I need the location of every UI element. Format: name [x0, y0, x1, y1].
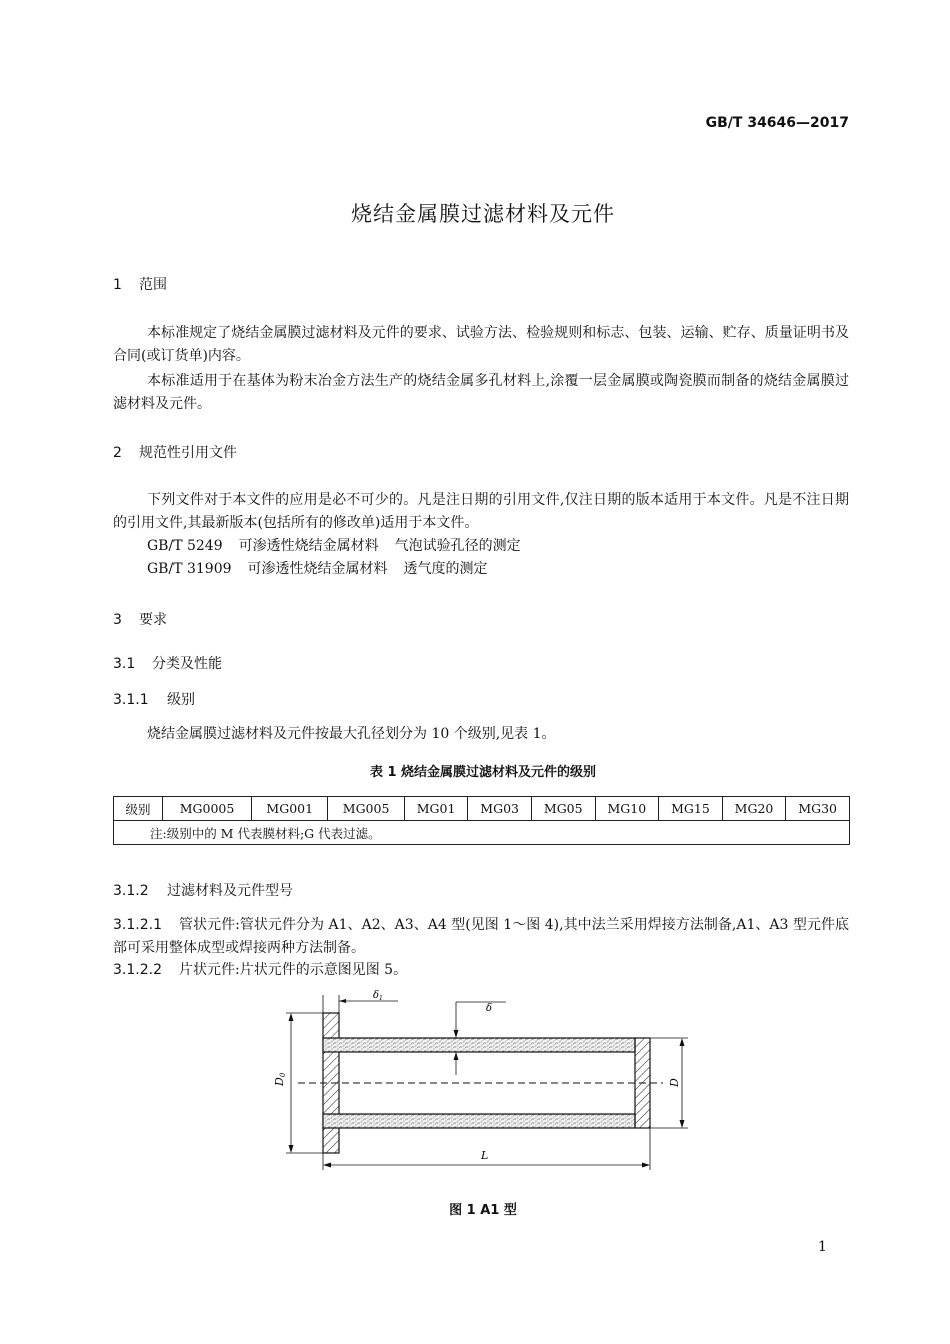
lower-wall-shape: [323, 1114, 635, 1128]
table-row: [114, 821, 850, 845]
table-note: 注:级别中的 M 代表膜材料;G 代表过滤。: [114, 821, 850, 845]
section-1-heading: [113, 274, 167, 294]
reference-item: [147, 558, 488, 580]
table-row: [114, 797, 850, 821]
reference-subject: 气泡试验孔径的测定: [394, 538, 521, 554]
grade-cell: MG01: [404, 797, 468, 821]
section-number: 3.1.2: [113, 883, 149, 899]
section-number: 3.1.1: [113, 692, 149, 708]
section-title: 范围: [139, 277, 167, 293]
clause-text: 片状元件:片状元件的示意图见图 5。: [179, 962, 408, 978]
delta-label: δ: [486, 1003, 493, 1014]
reference-code: GB/T 5249: [147, 538, 223, 554]
reference-code: GB/T 31909: [147, 561, 232, 577]
d-label: D: [668, 1078, 681, 1087]
grade-cell: MG005: [328, 797, 404, 821]
section-3-heading: [113, 609, 167, 629]
section-2-heading: [113, 442, 237, 462]
grade-cell: MG0005: [163, 797, 252, 821]
section-title: 要求: [139, 612, 167, 628]
upper-wall-shape: [323, 1038, 635, 1052]
section-3-1-1-heading: [113, 689, 195, 709]
page-number: 1: [818, 1239, 827, 1255]
section-title: 过滤材料及元件型号: [167, 883, 293, 899]
d0-label: D0: [273, 1072, 287, 1086]
figure-1-caption: 图 1 A1 型: [449, 1203, 517, 1218]
grade-cell: MG001: [252, 797, 328, 821]
clause-number: 3.1.2.2: [113, 962, 162, 978]
section-title: 分类及性能: [152, 656, 222, 672]
scope-paragraph-1: 本标准规定了烧结金属膜过滤材料及元件的要求、试验方法、检验规则和标志、包装、运输、贮存、质量证明书及合同(或订货单)内容。: [113, 325, 849, 364]
document-title: 烧结金属膜过滤材料及元件: [351, 202, 615, 226]
figure-1-a1-tube-drawing: [268, 990, 698, 1176]
grade-cell: MG03: [468, 797, 532, 821]
grades-table: [113, 796, 850, 845]
grade-cell: MG05: [531, 797, 595, 821]
section-number: 2: [113, 445, 122, 461]
clause-3-1-2-2: [113, 959, 407, 981]
section-title: 规范性引用文件: [139, 445, 237, 461]
grade-cell: MG30: [786, 797, 850, 821]
section-number: 1: [113, 277, 122, 293]
standard-code: GB/T 34646—2017: [705, 115, 849, 131]
grades-paragraph: 烧结金属膜过滤材料及元件按最大孔径划分为 10 个级别,见表 1。: [147, 726, 556, 742]
section-number: 3: [113, 612, 122, 628]
clause-number: 3.1.2.1: [113, 917, 162, 933]
section-3-1-heading: [113, 653, 222, 673]
reference-item: [147, 535, 521, 557]
reference-subject: 透气度的测定: [403, 561, 488, 577]
delta1-label: $\delta_1$: [373, 990, 383, 1002]
l-label: L: [481, 1149, 489, 1162]
reference-name: 可渗透性烧结金属材料: [247, 561, 388, 577]
scope-paragraph-2: 本标准适用于在基体为粉末冶金方法生产的烧结金属多孔材料上,涂覆一层金属膜或陶瓷膜而制备的烧结金属膜过滤材料及元件。: [113, 373, 849, 412]
section-number: 3.1: [113, 656, 136, 672]
grade-cell: MG20: [722, 797, 786, 821]
section-3-1-2-heading: [113, 880, 293, 900]
references-intro: 下列文件对于本文件的应用是必不可少的。凡是注日期的引用文件,仅注日期的版本适用于本文件。凡是不注日期的引用文件,其最新版本(包括所有的修改单)适用于本文件。: [113, 492, 849, 531]
table-1-caption: 表 1 烧结金属膜过滤材料及元件的级别: [369, 765, 597, 780]
grade-cell: MG10: [595, 797, 659, 821]
reference-name: 可渗透性烧结金属材料: [238, 538, 379, 554]
row-label-cell: 级别: [114, 797, 163, 821]
section-title: 级别: [167, 692, 195, 708]
clause-text: 管状元件:管状元件分为 A1、A2、A3、A4 型(见图 1～图 4),其中法兰采用焊接方法制备,A1、A3 型元件底部可采用整体成型或焊接两种方法制备。: [113, 917, 849, 956]
clause-3-1-2-1: [113, 914, 849, 960]
grade-cell: MG15: [659, 797, 723, 821]
